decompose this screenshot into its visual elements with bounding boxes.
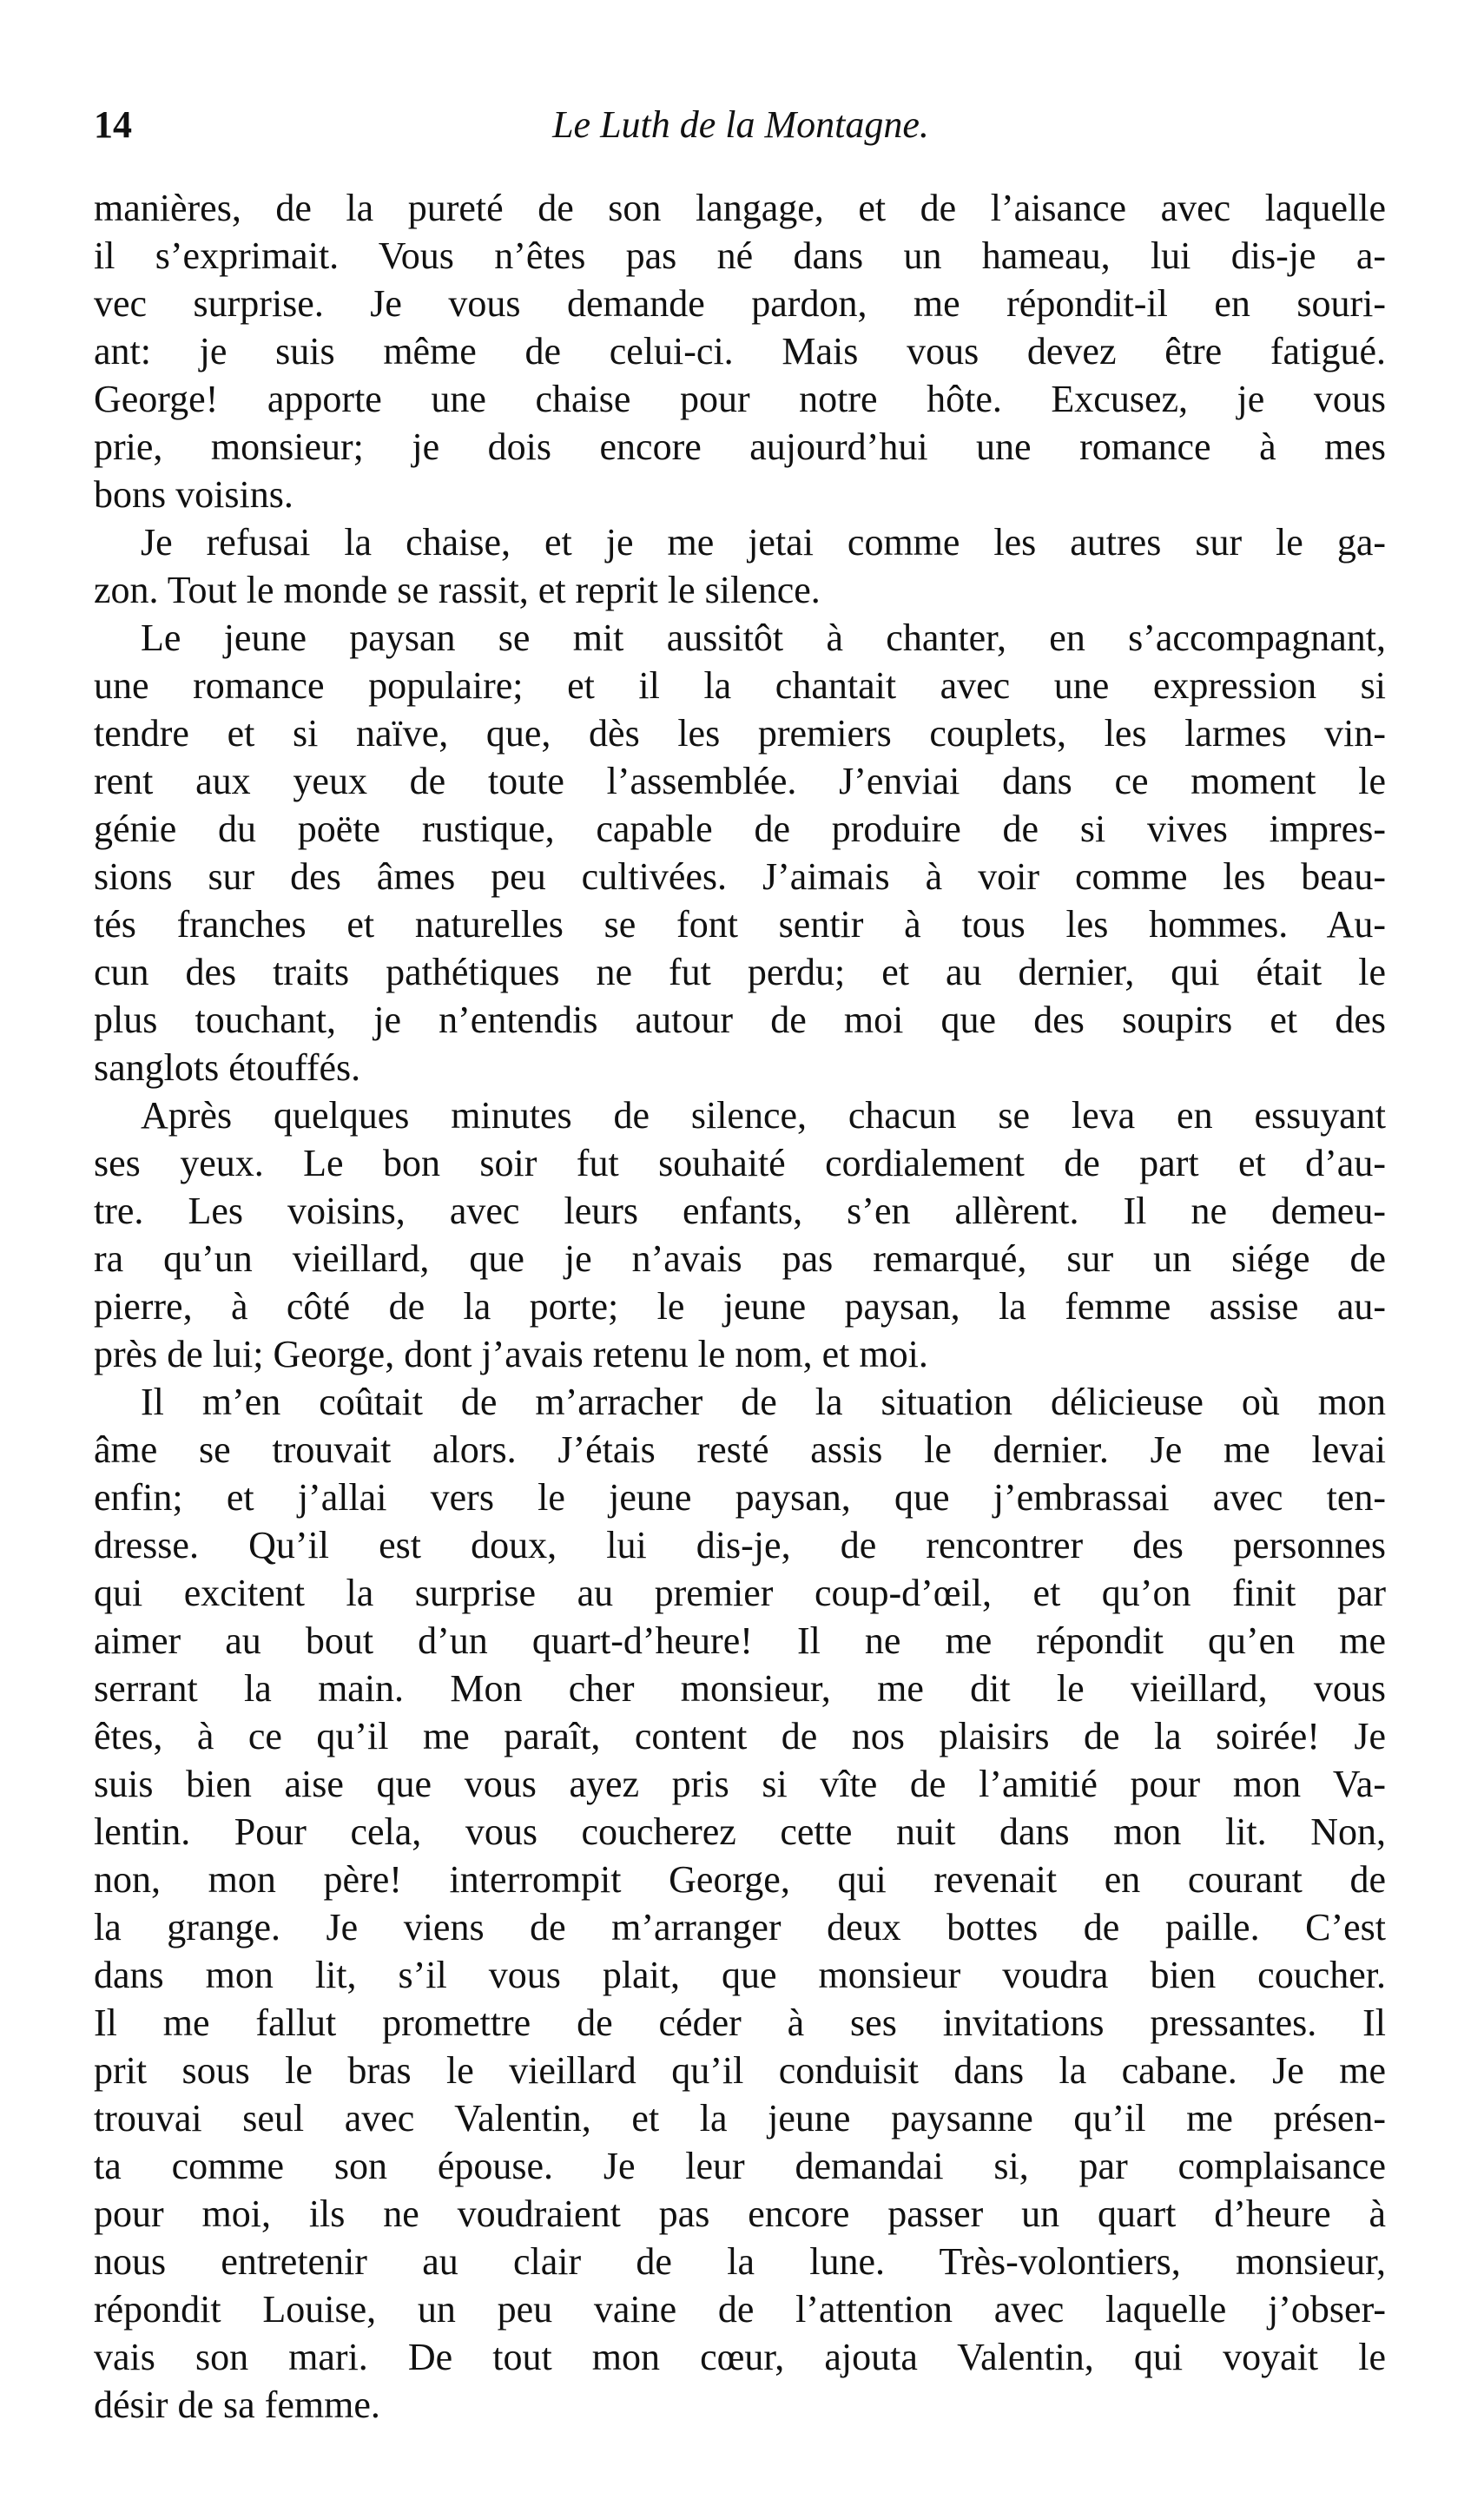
text-line: une romance populaire; et il la chantait avec une expression si [94, 664, 1386, 707]
text-line: zon. Tout le monde se rassit, et reprit le silence. [94, 569, 821, 611]
text-line: non, mon père! interrompit George, qui revenait en courant de [94, 1858, 1386, 1901]
text-line: lentin. Pour cela, vous coucherez cette nuit dans mon lit. Non, [94, 1810, 1386, 1853]
text-line: êtes, à ce qu’il me paraît, content de nos plaisirs de la soirée! Je [94, 1715, 1386, 1757]
text-line: ses yeux. Le bon soir fut souhaité cordialement de part et d’au- [94, 1142, 1386, 1184]
text-line: vais son mari. De tout mon cœur, ajouta Valentin, qui voyait le [94, 2336, 1386, 2378]
text-line: enfin; et j’allai vers le jeune paysan, que j’embrassai avec ten- [94, 1476, 1386, 1519]
text-line: trouvai seul avec Valentin, et la jeune paysanne qu’il me présen- [94, 2097, 1386, 2140]
text-line: ant: je suis même de celui-ci. Mais vous devez être fatigué. [94, 330, 1386, 373]
text-line: aimer au bout d’un quart-d’heure! Il ne me répondit qu’en me [94, 1619, 1386, 1662]
text-line: qui excitent la surprise au premier coup-d’œil, et qu’on finit par [94, 1572, 1386, 1614]
text-line: plus touchant, je n’entendis autour de moi que des soupirs et des [94, 999, 1386, 1041]
running-title: Le Luth de la Montagne. [552, 103, 929, 146]
text-line: George! apporte une chaise pour notre hôte. Excusez, je vous [94, 378, 1386, 420]
text-line: bons voisins. [94, 473, 294, 516]
text-line: cun des traits pathétiques ne fut perdu; et au dernier, qui était le [94, 951, 1386, 993]
text-line: dresse. Qu’il est doux, lui dis-je, de rencontrer des personnes [94, 1524, 1386, 1566]
text-line: il s’exprimait. Vous n’êtes pas né dans un hameau, lui dis-je a- [94, 234, 1386, 277]
text-line: prie, monsieur; je dois encore aujourd’hui une romance à mes [94, 425, 1386, 468]
text-line: désir de sa femme. [94, 2384, 380, 2426]
text-line: tre. Les voisins, avec leurs enfants, s’en allèrent. Il ne demeu- [94, 1190, 1386, 1232]
paragraph-start-line: Je refusai la chaise, et je me jetai comme les autres sur le ga- [141, 521, 1386, 564]
text-line: ta comme son épouse. Je leur demandai si, par complaisance [94, 2145, 1386, 2187]
text-line: manières, de la pureté de son langage, et de l’aisance avec laquelle [94, 187, 1386, 229]
text-line: tendre et si naïve, que, dès les premiers couplets, les larmes vin- [94, 712, 1386, 755]
text-line: pierre, à côté de la porte; le jeune paysan, la femme assise au- [94, 1285, 1386, 1328]
text-line: ra qu’un vieillard, que je n’avais pas remarqué, sur un siége de [94, 1237, 1386, 1280]
text-line: nous entretenir au clair de la lune. Très-volontiers, monsieur, [94, 2240, 1386, 2283]
text-line: répondit Louise, un peu vaine de l’attention avec laquelle j’obser- [94, 2288, 1386, 2331]
text-line: tés franches et naturelles se font sentir à tous les hommes. Au- [94, 903, 1386, 946]
text-line: rent aux yeux de toute l’assemblée. J’enviai dans ce moment le [94, 760, 1386, 802]
text-line: sanglots étouffés. [94, 1046, 361, 1089]
text-line: serrant la main. Mon cher monsieur, me dit le vieillard, vous [94, 1667, 1386, 1710]
paragraph-start-line: Après quelques minutes de silence, chacun se leva en essuyant [141, 1094, 1386, 1137]
text-line: dans mon lit, s’il vous plait, que monsieur voudra bien coucher. [94, 1954, 1386, 1996]
paragraph-start-line: Il m’en coûtait de m’arracher de la situation délicieuse où mon [141, 1381, 1386, 1423]
text-line: la grange. Je viens de m’arranger deux bottes de paille. C’est [94, 1906, 1386, 1948]
page-number: 14 [94, 103, 132, 146]
text-line: génie du poëte rustique, capable de produire de si vives impres- [94, 808, 1386, 850]
running-head [94, 97, 1388, 153]
text-line: suis bien aise que vous ayez pris si vîte de l’amitié pour mon Va- [94, 1763, 1386, 1805]
text-line: pour moi, ils ne voudraient pas encore passer un quart d’heure à [94, 2192, 1386, 2235]
text-line: prit sous le bras le vieillard qu’il conduisit dans la cabane. Je me [94, 2049, 1386, 2092]
body-text [94, 184, 1386, 2429]
text-line: près de lui; George, dont j’avais retenu le nom, et moi. [94, 1333, 928, 1375]
text-line: Il me fallut promettre de céder à ses invitations pressantes. Il [94, 2001, 1386, 2044]
text-line: sions sur des âmes peu cultivées. J’aimais à voir comme les beau- [94, 855, 1386, 898]
paragraph-start-line: Le jeune paysan se mit aussitôt à chanter, en s’accompagnant, [141, 617, 1386, 659]
text-line: âme se trouvait alors. J’étais resté assis le dernier. Je me levai [94, 1428, 1386, 1471]
text-line: vec surprise. Je vous demande pardon, me répondit-il en souri- [94, 282, 1386, 325]
